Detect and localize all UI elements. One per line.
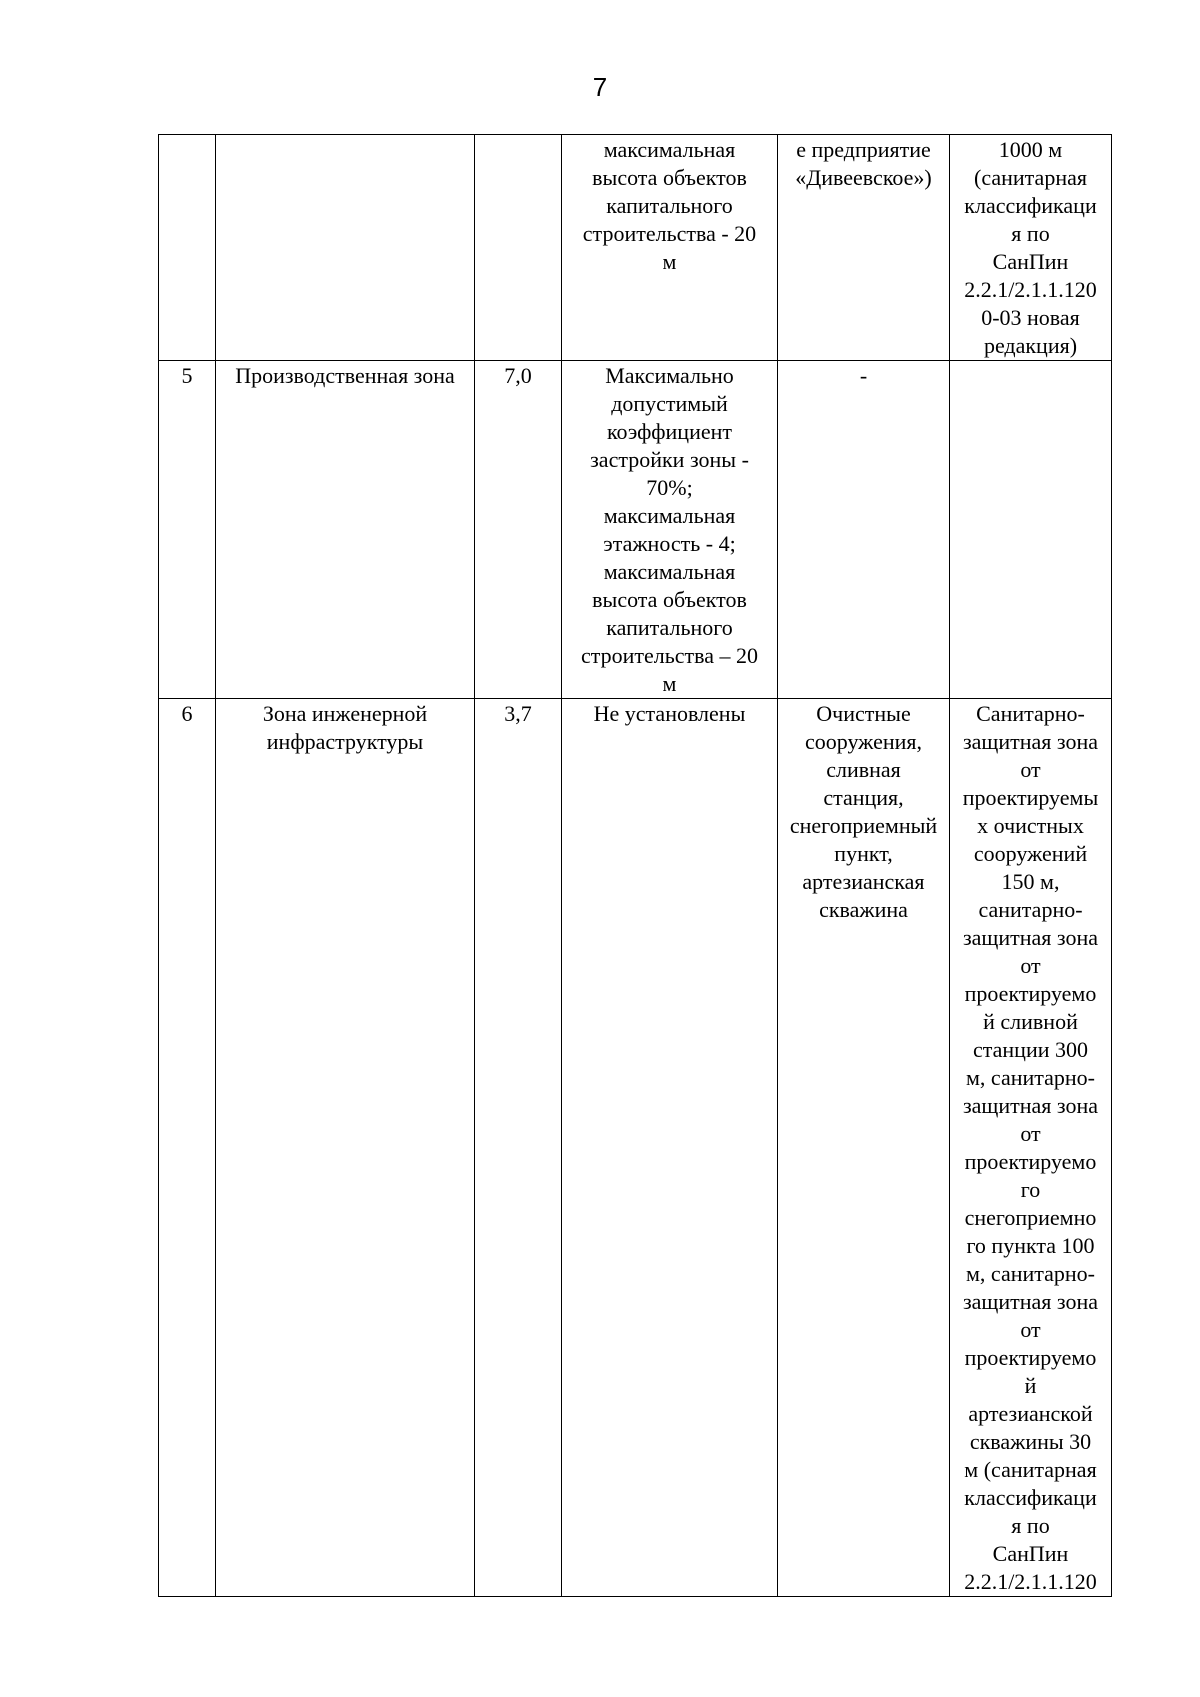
cell-line: 70%; [646,475,693,500]
cell-num [159,135,216,361]
cell-line: м [662,671,677,696]
cell-line: 0-03 новая [981,305,1080,330]
cell-objects [778,699,950,1597]
table-row [159,361,1112,699]
cell-restrictions [950,361,1112,699]
zones-table [158,134,1112,1597]
cell-line: защитная зона [962,1289,1099,1314]
cell-line: м [662,249,677,274]
cell-line: максимальная [603,137,736,162]
cell-line: от [1020,953,1041,978]
cell-line: снегоприемно [964,1205,1097,1230]
cell-line: от [1020,1121,1041,1146]
cell-line: 150 м, [1001,869,1060,894]
cell-line: высота объектов [592,165,747,190]
cell-params [562,361,778,699]
cell-line: сооружений [973,841,1088,866]
cell-line: защитная зона [962,925,1099,950]
cell-line: защитная зона [962,729,1099,754]
cell-line: «Дивеевское») [795,165,932,190]
cell-line: скважина [819,897,908,922]
cell-line: Очистные [816,701,911,726]
cell-line: от [1020,1317,1041,1342]
cell-line: проектируемы [962,785,1099,810]
cell-line: проектируемо [964,981,1097,1006]
cell-line: м (санитарная [964,1457,1097,1482]
cell-line: защитная зона [962,1093,1099,1118]
cell-line: капитального [606,193,733,218]
cell-line: е предприятие [796,137,931,162]
cell-line: максимальная [603,559,736,584]
cell-line: станция, [823,785,904,810]
cell-line: артезианская [802,869,925,894]
cell-line: допустимый [611,391,728,416]
cell-line: х очистных [977,813,1084,838]
cell-line: проектируемо [964,1345,1097,1370]
cell-objects [778,135,950,361]
cell-line: Не установлены [593,701,746,726]
cell-line: классификаци [964,193,1097,218]
cell-line: артезианской [968,1401,1093,1426]
table-row [159,135,1112,361]
cell-line: СанПин [992,249,1069,274]
cell-line: Максимально [605,363,734,388]
cell-line: снегоприемный [789,813,938,838]
cell-line: высота объектов [592,587,747,612]
cell-line: 2.2.1/2.1.1.120 [964,1569,1097,1594]
cell-line: сооружения, [804,729,923,754]
cell-line: (санитарная [974,165,1087,190]
cell-zone [216,135,475,361]
cell-line: го [1020,1177,1041,1202]
cell-line: Производственная зона [235,363,455,388]
cell-line: строительства – 20 [580,643,759,668]
cell-line: Зона инженерной [262,701,428,726]
cell-line: сливная [826,757,901,782]
cell-line: классификаци [964,1485,1097,1510]
cell-params [562,135,778,361]
cell-line: го пункта 100 [966,1233,1095,1258]
cell-line: я по [1011,1513,1050,1538]
cell-area [475,135,562,361]
cell-zone [216,361,475,699]
cell-line: проектируемо [964,1149,1097,1174]
cell-line: Санитарно- [976,701,1085,726]
cell-line: м, санитарно- [965,1261,1095,1286]
cell-line: этажность - 4; [603,531,736,556]
cell-line: строительства - 20 [582,221,757,246]
cell-area: 3,7 [475,699,562,1597]
cell-line: санитарно- [978,897,1083,922]
cell-line: максимальная [603,503,736,528]
cell-zone [216,699,475,1597]
cell-objects [778,361,950,699]
cell-params [562,699,778,1597]
page-number: 7 [592,72,608,102]
table-row [159,699,1112,1597]
cell-restrictions [950,699,1112,1597]
cell-line: застройки зоны - [590,447,749,472]
cell-line: й [1024,1373,1037,1398]
cell-line: от [1020,757,1041,782]
cell-line: пункт, [834,841,893,866]
cell-line: скважины 30 [969,1429,1092,1454]
cell-line: коэффициент [606,419,732,444]
cell-line: станции 300 [972,1037,1088,1062]
cell-line: редакция) [983,333,1078,358]
cell-line: м, санитарно- [965,1065,1095,1090]
cell-num: 6 [159,699,216,1597]
cell-line: СанПин [992,1541,1069,1566]
cell-area: 7,0 [475,361,562,699]
cell-restrictions [950,135,1112,361]
cell-line: капитального [606,615,733,640]
cell-line: - [859,363,868,388]
cell-line: 1000 м [998,137,1063,162]
cell-line: я по [1011,221,1050,246]
cell-line: инфраструктуры [266,729,424,754]
cell-num: 5 [159,361,216,699]
cell-line: 2.2.1/2.1.1.120 [964,277,1097,302]
cell-line: й сливной [983,1009,1078,1034]
